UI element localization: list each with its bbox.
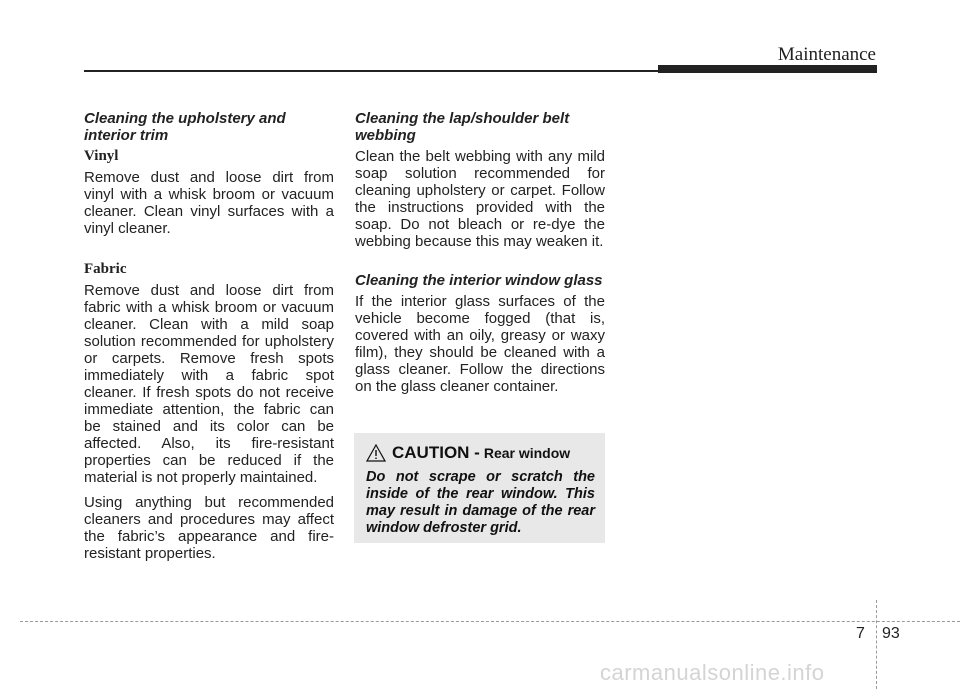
caution-label: CAUTION - (392, 443, 480, 462)
vinyl-paragraph: Remove dust and loose dirt from vinyl with a whisk broom or vacuum cleaner. Clean vinyl surfaces with a vinyl cleaner. (84, 169, 334, 237)
header-rule-thick (658, 65, 877, 73)
caution-subject: Rear window (483, 445, 571, 461)
header-rule (84, 70, 660, 72)
belt-heading: Cleaning the lap/shoulder belt webbing (355, 110, 570, 144)
vinyl-subheading: Vinyl (84, 148, 119, 164)
fabric-paragraph: Remove dust and loose dirt from fabric with a whisk broom or vacuum cleaner. Clean with a mild soap solution recommended for upholstery or carpets. Remove fresh spots immediately with a fabric spot cleaner. If fresh spots do not receive immediate attention, the fabric can be stained and its color can be affected. Also, its fire-resistant properties can be reduced if the material is not properly maintained. (84, 282, 334, 486)
watermark: carmanualsonline.info (600, 660, 825, 685)
fabric-paragraph-2: Using anything but recommended cleaners and procedures may affect the fabric’s appearance and fire-resistant properties. (84, 494, 334, 562)
left-column (84, 110, 334, 562)
middle-column (355, 110, 605, 395)
footer-divider (876, 600, 877, 689)
glass-heading: Cleaning the interior window glass (355, 272, 603, 289)
upholstery-heading: Cleaning the upholstery and interior trim (84, 110, 286, 144)
warning-triangle-icon (366, 444, 386, 462)
caution-box (354, 433, 605, 543)
belt-paragraph: Clean the belt webbing with any mild soap solution recommended for cleaning upholstery or carpet. Follow the instructions provided with the soap. Do not bleach or re-dye the webbing because this may weaken it. (355, 148, 605, 250)
page-number: 93 (882, 625, 900, 642)
section-title: Maintenance (777, 44, 876, 65)
chapter-number: 7 (856, 625, 865, 642)
glass-paragraph: If the interior glass surfaces of the vehicle become fogged (that is, covered with an oily, greasy or waxy film), they should be cleaned with a glass cleaner. Follow the directions on the glass cleaner container. (355, 293, 605, 395)
footer-rule (20, 621, 960, 622)
caution-text: Do not scrape or scratch the inside of the rear window. This may result in damage of the rear window defroster grid. (366, 469, 595, 536)
fabric-subheading: Fabric (84, 261, 127, 277)
